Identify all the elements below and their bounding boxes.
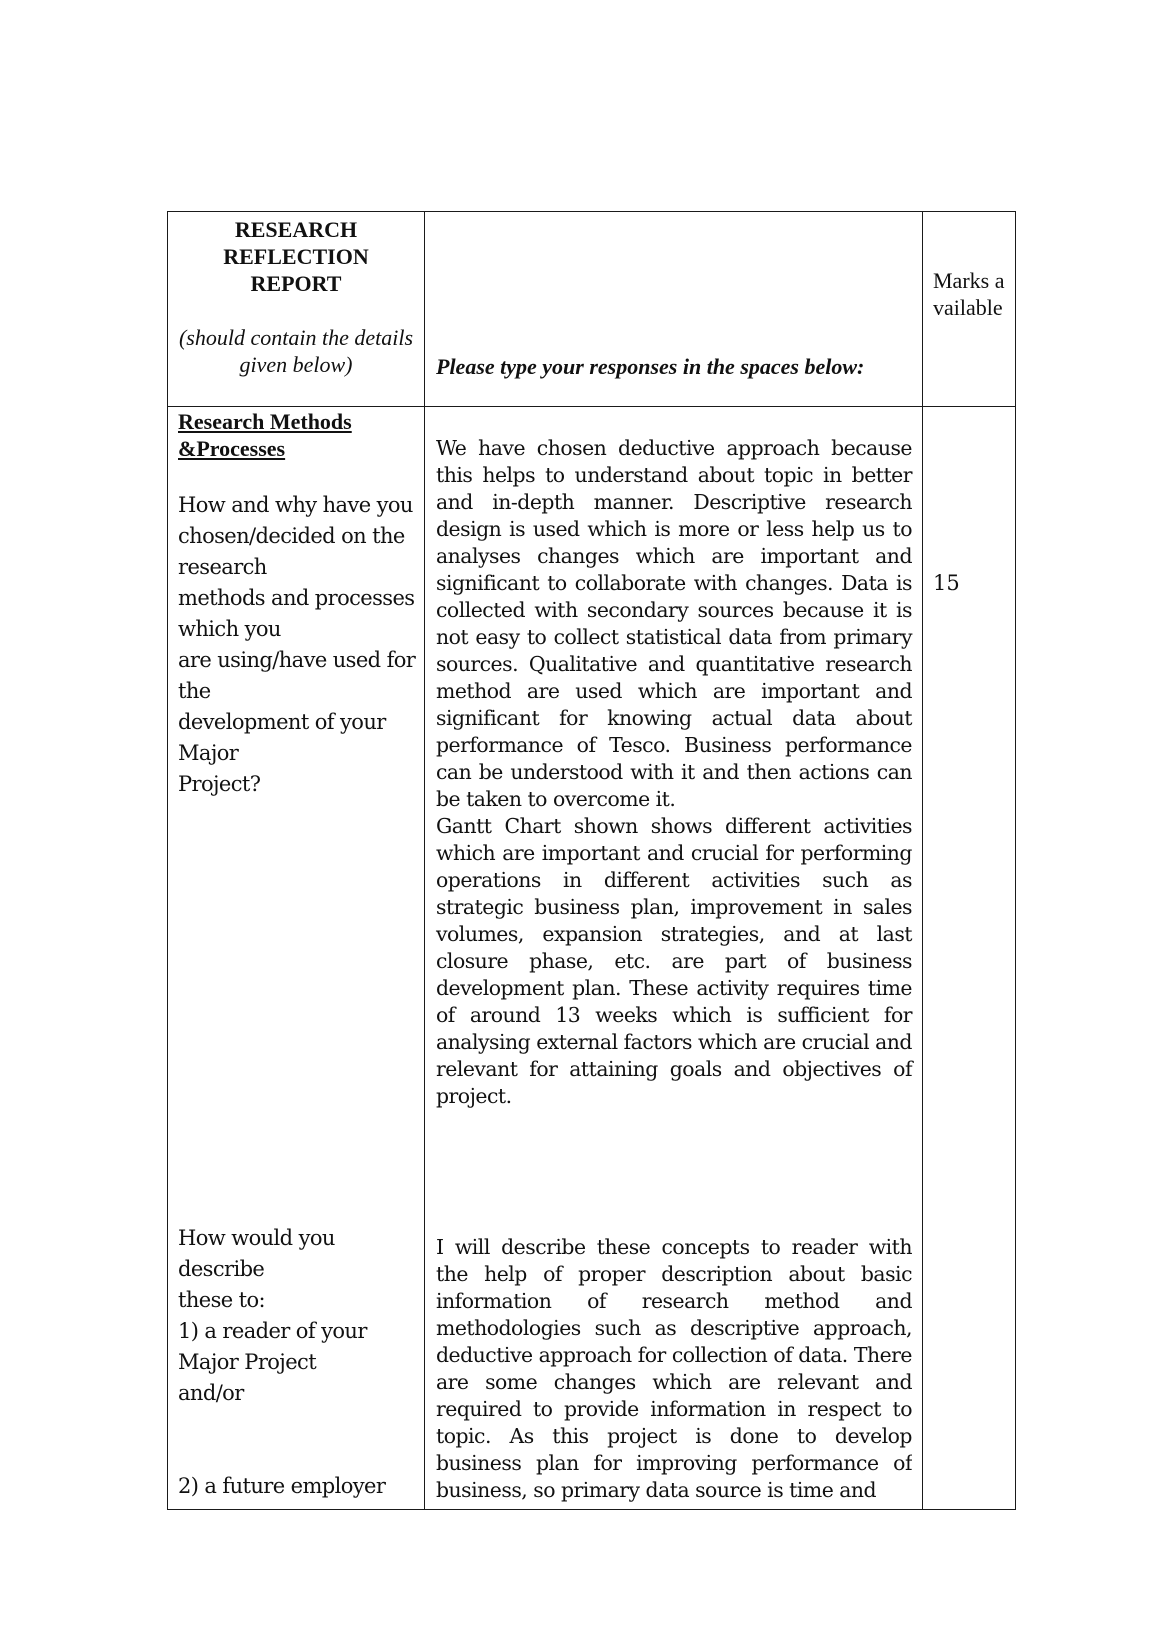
table-body-row [168, 407, 1016, 1510]
response-paragraph-3: I will describe these concepts to reader with the help of proper description about basic information of research method and methodologies such as descriptive approach, deductive approach for collection of data. There are some changes which are relevant and required to provide information in respect to topic. As this project is done to develop business plan for improving performance of business, so primary data source is time and [436, 1235, 912, 1502]
section-heading: Research Methods &Processes [178, 409, 352, 461]
marks-value: 15 [933, 571, 960, 595]
header-marks-cell [923, 212, 1016, 407]
question-research-methods: How and why have you chosen/decided on the research methods and processes which you are using/have used for the development of your Major Project? [178, 493, 416, 796]
question-describe: How would you describe these to: 1) a reader of your Major Project and/or [178, 1226, 367, 1405]
response-cell [425, 407, 923, 1510]
response-paragraph-2: Gantt Chart shown shows different activities which are important and crucial for performing operations in different activities such as strategic business plan, improvement in sales volumes, expansion strategies, and at last closure phase, etc. are part of business development plan. These activity requires time of around 13 weeks which is sufficient for analysing external factors which are crucial and relevant for attaining goals and objectives of project. [436, 814, 912, 1108]
question-cell [168, 407, 425, 1510]
header-title-cell [168, 212, 425, 407]
report-title: RESEARCH REFLECTION REPORT [223, 217, 369, 296]
marks-cell [923, 407, 1016, 1510]
report-subtitle: (should contain the details given below) [178, 325, 414, 377]
reflection-report-table [167, 211, 1016, 1510]
response-paragraph-1: We have chosen deductive approach because this helps to understand about topic in better and in-depth manner. Descriptive research design is used which is more or less help us to analyses changes which are important and significant to collaborate with changes. Data is collected with secondary sources because it is not easy to collect statistical data from primary sources. Qualitative and quantitative research method are used which are important and significant for knowing actual data about performance of Tesco. Business performance can be understood with it and then actions can be taken to overcome it. [436, 436, 912, 811]
response-research-methods [436, 435, 912, 1110]
header-instruction-cell [425, 212, 923, 407]
response-describe [436, 1234, 912, 1506]
marks-available-label: Marks available [933, 268, 1005, 320]
question-describe-block [178, 1223, 424, 1502]
response-instruction: Please type your responses in the spaces below: [436, 354, 865, 379]
table-header-row [168, 212, 1016, 407]
question-describe-employer: 2) a future employer [178, 1474, 386, 1498]
